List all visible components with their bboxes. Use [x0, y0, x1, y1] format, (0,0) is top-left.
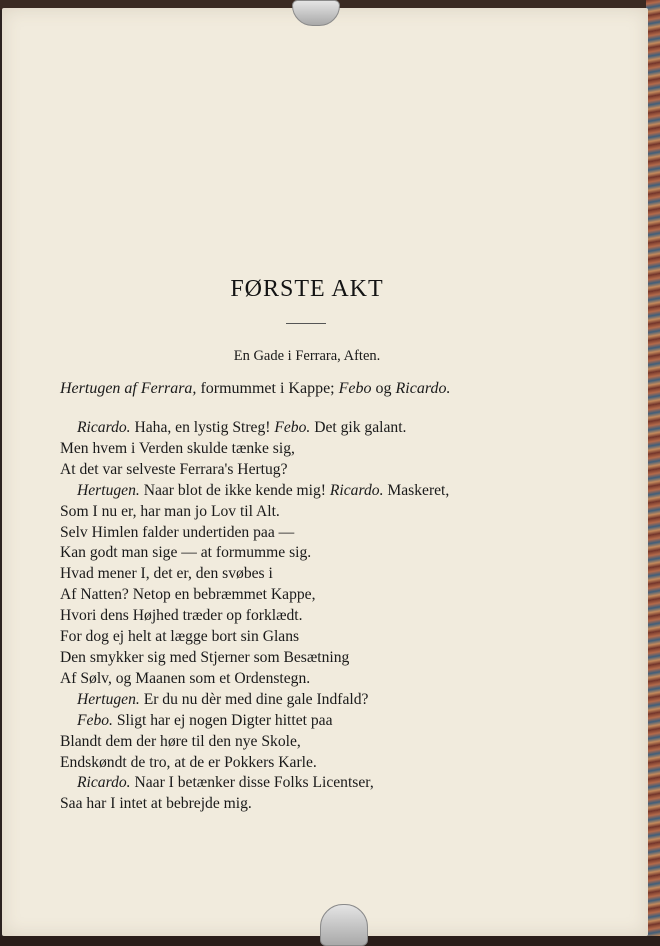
- verse-text: Sligt har ej nogen Digter hittet paa: [112, 711, 333, 729]
- cast-name: Hertugen af Ferrara,: [60, 380, 197, 397]
- verse-text: Den smykker sig med Stjerner som Besætning: [60, 648, 350, 666]
- speaker-name: Febo.: [77, 711, 113, 729]
- speaker-name: Hertugen.: [77, 690, 140, 708]
- verse-text: Hvad mener I, det er, den svøbes i: [60, 565, 273, 583]
- speaker-name: Hertugen.: [77, 481, 140, 499]
- verse-line: [60, 773, 449, 794]
- page-clip-bottom: [320, 904, 368, 946]
- verse-text: Endskøndt de tro, at de er Pokkers Karle.: [60, 753, 317, 771]
- verse-text: Naar I betænker disse Folks Licentser,: [130, 774, 374, 792]
- verse-text: Men hvem i Verden skulde tænke sig,: [60, 439, 295, 457]
- verse-text: Haha, en lystig Streg!: [130, 419, 275, 436]
- cast-text: formummet i Kappe;: [196, 380, 339, 397]
- verse-text: Kan godt man sige — at formumme sig.: [60, 544, 312, 562]
- verse-text: Af Natten? Netop en bebræmmet Kappe,: [60, 586, 316, 604]
- verse-line: [60, 711, 449, 732]
- verse-text: Det gik galant.: [310, 419, 407, 436]
- cast-name: Febo: [338, 380, 372, 397]
- cast-line: [60, 380, 450, 398]
- verse-line: [60, 585, 449, 606]
- verse-line: [60, 690, 449, 711]
- verse-line: [60, 460, 449, 481]
- verse-line: [60, 439, 449, 460]
- verse-text: Hvori dens Højhed træder op forklædt.: [60, 607, 303, 625]
- verse-line: [60, 418, 449, 439]
- cast-text: og: [371, 380, 396, 397]
- verse-text: Maskeret,: [383, 481, 450, 499]
- verse-text: Naar blot de ikke kende mig!: [139, 481, 330, 499]
- speaker-name: Ricardo.: [77, 419, 131, 436]
- speaker-name: Ricardo.: [77, 774, 131, 792]
- speaker-name: Ricardo.: [329, 481, 384, 499]
- verse-text: Selv Himlen falder undertiden paa —: [60, 523, 295, 541]
- verse-block: [60, 418, 449, 815]
- title-rule: [286, 323, 326, 324]
- verse-line: [60, 627, 449, 648]
- book-edge-marbled: [646, 0, 660, 946]
- verse-text: For dog ej helt at lægge bort sin Glans: [60, 628, 300, 646]
- speaker-name: Febo.: [274, 419, 311, 436]
- verse-line: [60, 606, 449, 627]
- verse-line: [60, 794, 449, 815]
- verse-line: [60, 481, 449, 502]
- verse-line: [60, 753, 449, 774]
- cast-name: Ricardo.: [395, 380, 451, 397]
- verse-text: Som I nu er, har man jo Lov til Alt.: [60, 502, 280, 520]
- page-clip-top: [292, 0, 340, 26]
- scene-heading: En Gade i Ferrara, Aften.: [233, 348, 381, 364]
- verse-text: Blandt dem der høre til den nye Skole,: [60, 732, 301, 750]
- verse-line: [60, 523, 449, 544]
- verse-line: [60, 564, 449, 585]
- verse-line: [60, 669, 449, 690]
- verse-line: [60, 648, 449, 669]
- verse-text: At det var selveste Ferrara's Hertug?: [60, 460, 288, 478]
- act-title: FØRSTE AKT: [230, 276, 384, 302]
- verse-text: Er du nu dèr med dine gale Indfald?: [139, 690, 369, 708]
- verse-line: [60, 732, 449, 753]
- book-page: [2, 8, 648, 936]
- verse-text: Saa har I intet at bebrejde mig.: [60, 795, 252, 813]
- verse-line: [60, 543, 449, 564]
- verse-line: [60, 502, 449, 523]
- verse-text: Af Sølv, og Maanen som et Ordenstegn.: [60, 669, 311, 687]
